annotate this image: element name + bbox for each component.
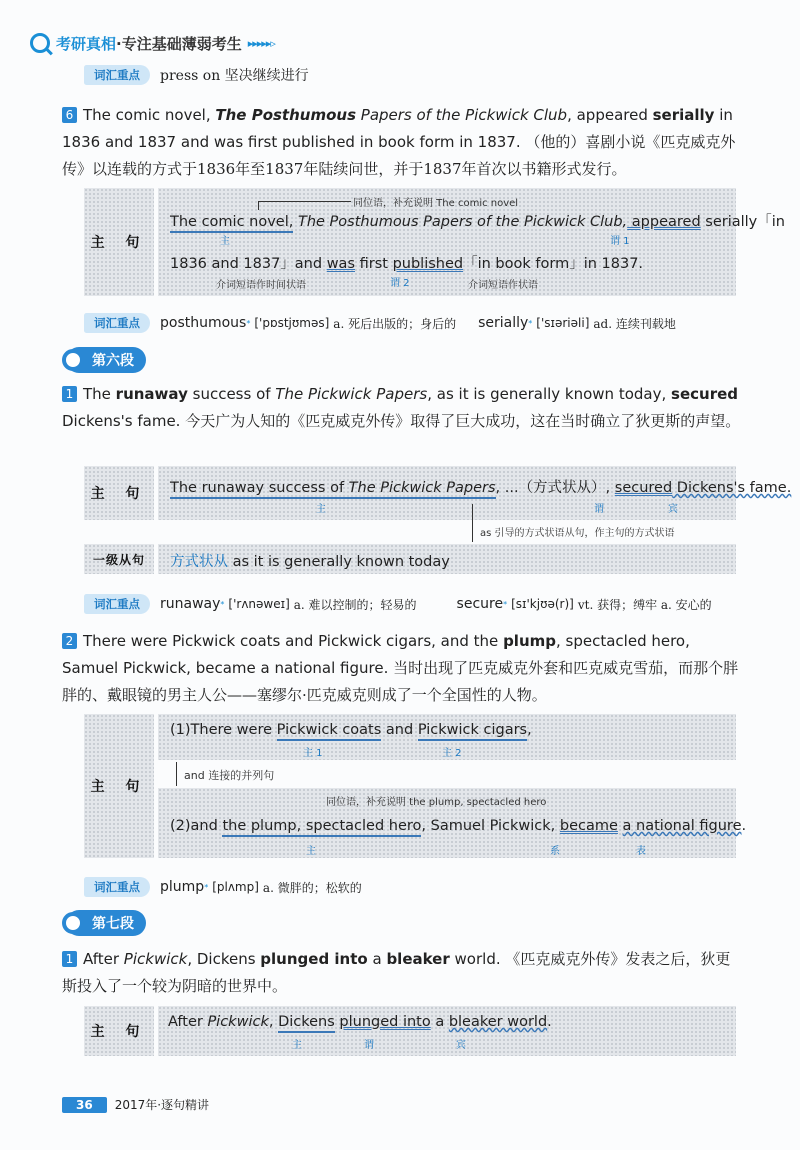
role-predicate-1: 谓 1 <box>610 236 630 247</box>
sentence-translation: 当时出现了匹克威克外套和匹克威克雪茄，而那个胖胖的、戴眼镜的男主人公——塞缪尔·匹克威克则成了一个全国性的人物。 <box>62 659 739 704</box>
analysis-label: 主 句 <box>84 1006 154 1056</box>
analysis-line-2: 1836 and 1837」and was first published「in book form」in 1837. <box>170 256 644 272</box>
clause-arrow <box>472 504 473 542</box>
footer-title: 2017年·逐句精讲 <box>114 1098 210 1112</box>
sentence-6-2: 2 There were Pickwick coats and Pickwick cigars, and the plump, spectacled hero, Samuel Pickwick, became a national figure. 当时出现了匹克威克外套和匹克威克雪茄，而那个胖胖的、戴眼镜的男主人公——塞缪尔·匹克威克则成了一个全国性的人物。 <box>62 632 739 704</box>
brand-name: 考研真相 <box>56 34 117 53</box>
vocab-block-3: 词汇重点 plump * [plʌmp] a. 微胖的；松软的 <box>84 877 362 897</box>
page-footer <box>62 1096 209 1113</box>
vocab-phonetic: ['sɪəriəli] <box>536 316 590 330</box>
analysis-box-6-1: The runaway success of The Pickwick Papers, ...（方式状从）, secured Dickens's fame. 主 谓 宾 <box>158 466 736 520</box>
sentence-translation: （他的）喜剧小说《匹克威克外传》以连载的方式于1836年至1837年陆续问世，并于1837年首次以书籍形式发行。 <box>62 133 736 178</box>
conjunction-note: and 连接的并列句 <box>184 769 275 782</box>
sentence-translation: 《匹克威克外传》发表之后，狄更斯投入了一个较为阴暗的世界中。 <box>62 950 731 995</box>
analysis-box-6 <box>158 188 785 296</box>
vocab-block-0 <box>84 65 309 85</box>
vocab-text: press on 坚决继续进行 <box>160 68 309 84</box>
vocab-definition: ad. 连续刊载地 <box>593 316 676 331</box>
magnifier-icon <box>30 33 50 53</box>
time-adverbial-note: 介词短语作时间状语 <box>216 280 306 291</box>
vocab-word: posthumous <box>160 315 247 331</box>
analysis-label: 主 句 <box>84 714 154 858</box>
subclause-box <box>158 544 736 574</box>
vocab-word: serially <box>478 315 529 331</box>
analysis-clause-2: 同位语，补充说明 the plump, spectacled hero (2)and the plump, spectacled hero, Samuel Pickwick, became a national figure. 主 系 表 <box>158 788 736 858</box>
arrows-icon: ▸▸▸▸▸▹ <box>247 36 275 50</box>
subclause-label: 一级从句 <box>84 544 154 574</box>
role-predicate-2: 谓 2 <box>390 278 410 289</box>
section-title: 第七段 <box>66 910 146 936</box>
section-heading-7 <box>62 910 146 936</box>
adverbial-note: 介词短语作状语 <box>468 280 538 291</box>
page-number: 36 <box>62 1097 107 1113</box>
header-tagline: ·专注基础薄弱考生 <box>116 34 242 53</box>
analysis-line-1: The comic novel, The Posthumous Papers of the Pickwick Club, appeared serially「in <box>170 210 785 231</box>
analysis-main-clause: The runaway success of The Pickwick Papers, ...（方式状从）, secured Dickens's fame. <box>170 476 791 497</box>
appositive-note: 同位语，补充说明 The comic novel <box>353 198 519 209</box>
vocab-phonetic: ['pɒstjʊməs] <box>254 316 330 330</box>
sentence-6-1: 1 The runaway success of The Pickwick Papers, as it is generally known today, secured Dickens's fame. 今天广为人知的《匹克威克外传》取得了巨大成功，这在当时确立了狄更斯的声望。 <box>62 385 741 430</box>
vocab-block-2: 词汇重点 runaway * ['rʌnəweɪ] a. 难以控制的；轻易的 secure * [sɪ'kjʊə(r)] vt. 获得；缚牢 a. 安心的 <box>84 594 744 614</box>
vocab-badge: 词汇重点 <box>84 65 150 85</box>
analysis-clause-1: (1)There were Pickwick coats and Pickwick cigars, 主 1 主 2 <box>158 714 736 760</box>
section-title: 第六段 <box>66 347 146 373</box>
section-heading-6 <box>62 347 146 373</box>
clause-note: as 引导的方式状语从句，作主句的方式状语 <box>480 528 675 539</box>
sentence-translation: 今天广为人知的《匹克威克外传》取得了巨大成功，这在当时确立了狄更斯的声望。 <box>185 412 741 430</box>
vocab-definition: a. 死后出版的；身后的 <box>333 316 457 331</box>
sentence-7-1: 1 After Pickwick, Dickens plunged into a bleaker world. 《匹克威克外传》发表之后，狄更斯投入了一个较为阴暗的世界中。 <box>62 950 731 995</box>
subclause-text: 方式状从 as it is generally known today <box>170 554 450 570</box>
page-header <box>30 30 275 56</box>
analysis-label: 主 句 <box>84 188 154 296</box>
role-subject: 主 <box>220 236 230 247</box>
magnifier-icon <box>62 912 84 934</box>
sentence-number: 6 <box>62 107 77 123</box>
sentence-6: 6 The comic novel, The Posthumous Papers of the Pickwick Club, appeared serially in 1836 and 1837 and was first published in book form in 1837. （他的）喜剧小说《匹克威克外传》以连载的方式于1836年至1837年陆续问世，并于1837年首次以书籍形式发行。 <box>62 106 736 178</box>
appositive-arrow <box>258 201 351 210</box>
analysis-box-7-1: After Pickwick, Dickens plunged into a bleaker world. 主 谓 宾 <box>158 1006 736 1056</box>
magnifier-icon <box>62 349 84 371</box>
vocab-block-1: 词汇重点 posthumous * ['pɒstjʊməs] a. 死后出版的；身后的 serially * ['sɪəriəli] ad. 连续刊载地 <box>84 313 676 333</box>
analysis-label: 主 句 <box>84 466 154 520</box>
